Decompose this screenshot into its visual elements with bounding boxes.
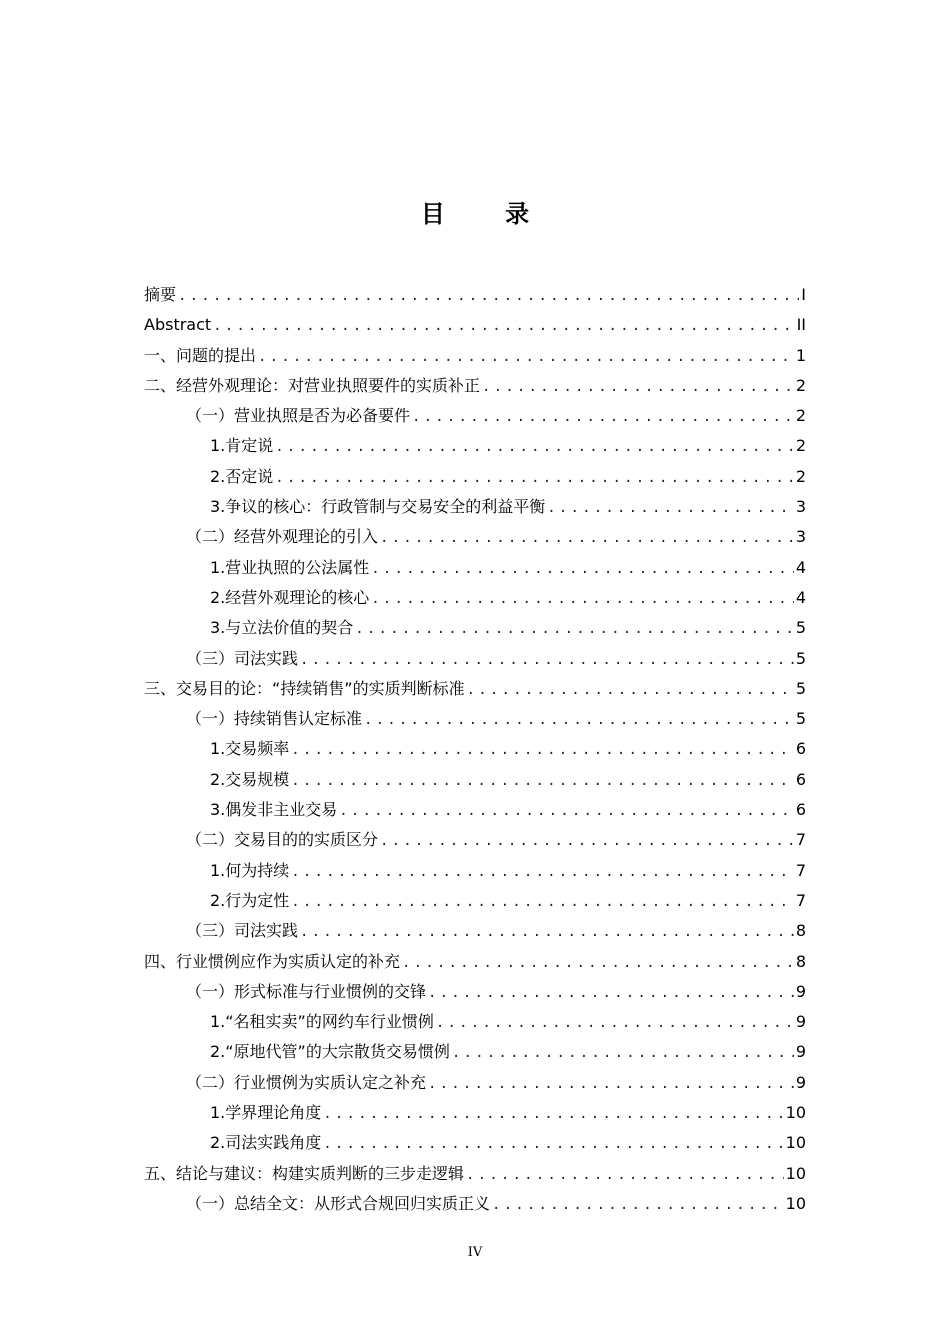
toc-entry-title: 2.否定说 xyxy=(210,466,274,486)
toc-entry-title: （一）总结全文：从形式合规回归实质正义 xyxy=(186,1193,491,1213)
toc-entry[interactable] xyxy=(144,463,806,493)
toc-entry-title: （三）司法实践 xyxy=(186,921,299,941)
toc-entry[interactable] xyxy=(144,372,806,402)
dot-leader xyxy=(402,949,794,977)
toc-entry-title: （三）司法实践 xyxy=(186,648,299,668)
toc-entry-page: 8 xyxy=(795,951,806,971)
toc-entry[interactable] xyxy=(144,523,806,553)
toc-entry-page: 9 xyxy=(795,1012,806,1032)
toc-entry-page: 1 xyxy=(795,345,806,365)
toc-entry-page: 6 xyxy=(795,800,806,820)
dot-leader xyxy=(258,343,794,371)
dot-leader xyxy=(291,736,794,764)
toc-entry-page: 5 xyxy=(795,709,806,729)
toc-entry-page: 5 xyxy=(795,678,806,698)
toc-entry-title: 1.学界理论角度 xyxy=(210,1103,322,1123)
toc-entry-page: 10 xyxy=(785,1163,806,1183)
toc-entry-page: 10 xyxy=(785,1133,806,1153)
toc-entry-page: 3 xyxy=(795,527,806,547)
toc-entry[interactable] xyxy=(144,493,806,523)
toc-entry-title: 二、经营外观理论：对营业执照要件的实质补正 xyxy=(144,375,481,395)
toc-entry-title: 一、问题的提出 xyxy=(144,345,257,365)
toc-entry-page: 9 xyxy=(795,1072,806,1092)
toc-entry[interactable] xyxy=(144,1038,806,1068)
toc-entry-title: Abstract xyxy=(144,315,212,335)
toc-entry-title: 1.何为持续 xyxy=(210,860,290,880)
toc-entry-title: （二）行业惯例为实质认定之补充 xyxy=(186,1072,427,1092)
dot-leader xyxy=(452,1039,794,1067)
toc-entry-title: 摘要 xyxy=(144,285,177,304)
toc-entry[interactable] xyxy=(144,614,806,644)
toc-entry-title: （二）交易目的的实质区分 xyxy=(186,830,379,850)
toc-entry-page: 2 xyxy=(795,466,806,486)
toc-entry[interactable] xyxy=(144,1129,806,1159)
toc-entry-page: 9 xyxy=(795,1042,806,1062)
dot-leader xyxy=(364,706,794,734)
toc-entry[interactable] xyxy=(144,735,806,765)
toc-entry-title: 三、交易目的论：“持续销售”的实质判断标准 xyxy=(144,678,465,698)
toc-entry-title: 1.“名租实卖”的网约车行业惯例 xyxy=(210,1012,434,1032)
dot-leader xyxy=(178,282,799,310)
toc-entry-page: 4 xyxy=(795,557,806,577)
toc-entry-page: 8 xyxy=(795,921,806,941)
dot-leader xyxy=(371,555,794,583)
dot-leader xyxy=(323,1100,783,1128)
dot-leader xyxy=(300,918,794,946)
toc-entry[interactable] xyxy=(144,887,806,917)
dot-leader xyxy=(371,585,794,613)
toc-entry[interactable] xyxy=(144,1069,806,1099)
toc-entry[interactable] xyxy=(144,645,806,675)
dot-leader xyxy=(339,797,794,825)
toc-entry[interactable] xyxy=(144,1160,806,1190)
dot-leader xyxy=(428,1070,794,1098)
dot-leader xyxy=(300,646,794,674)
toc-entry-title: 2.司法实践角度 xyxy=(210,1133,322,1153)
page-title: 目 录 xyxy=(420,200,556,228)
toc-entry-page: 7 xyxy=(795,830,806,850)
toc-entry[interactable] xyxy=(144,675,806,705)
toc-entry-page: II xyxy=(796,315,806,335)
toc-entry-title: 2.行为定性 xyxy=(210,890,290,910)
dot-leader xyxy=(291,858,794,886)
dot-leader xyxy=(380,524,794,552)
toc-entry[interactable] xyxy=(144,281,806,311)
toc-entry[interactable] xyxy=(144,766,806,796)
toc-entry-page: 10 xyxy=(785,1193,806,1213)
dot-leader xyxy=(291,767,794,795)
toc-entry[interactable] xyxy=(144,584,806,614)
toc-entry-title: （一）持续销售认定标准 xyxy=(186,709,363,729)
dot-leader xyxy=(467,676,794,704)
toc-entry-title: 3.争议的核心：行政管制与交易安全的利益平衡 xyxy=(210,497,546,517)
dot-leader xyxy=(482,373,794,401)
toc-entry-title: 1.营业执照的公法属性 xyxy=(210,557,370,577)
toc-entry-title: 四、行业惯例应作为实质认定的补充 xyxy=(144,951,401,971)
dot-leader xyxy=(275,433,794,461)
toc-entry[interactable] xyxy=(144,432,806,462)
toc-entry-title: 五、结论与建议：构建实质判断的三步走逻辑 xyxy=(144,1163,465,1183)
toc-entry-title: 1.肯定说 xyxy=(210,436,274,456)
toc-entry-page: I xyxy=(801,285,806,304)
dot-leader xyxy=(428,979,794,1007)
dot-leader xyxy=(355,615,794,643)
toc-entry[interactable] xyxy=(144,402,806,432)
toc-entry[interactable] xyxy=(144,311,806,341)
toc-entry-page: 10 xyxy=(785,1103,806,1123)
toc-entry-page: 7 xyxy=(795,890,806,910)
dot-leader xyxy=(380,827,794,855)
toc-entry[interactable] xyxy=(144,554,806,584)
toc-entry[interactable] xyxy=(144,978,806,1008)
toc-entry[interactable] xyxy=(144,796,806,826)
dot-leader xyxy=(436,1009,794,1037)
toc-entry[interactable] xyxy=(144,857,806,887)
toc-entry[interactable] xyxy=(144,705,806,735)
toc-entry[interactable] xyxy=(144,826,806,856)
toc-entry-page: 3 xyxy=(795,497,806,517)
toc-entry-page: 2 xyxy=(795,406,806,426)
toc-entry-title: 3.偶发非主业交易 xyxy=(210,800,338,820)
dot-leader xyxy=(213,312,794,340)
toc-entry-page: 9 xyxy=(795,981,806,1001)
toc-entry[interactable] xyxy=(144,1008,806,1038)
toc-entry-page: 7 xyxy=(795,860,806,880)
toc-entry-page: 6 xyxy=(795,769,806,789)
toc-entry-page: 5 xyxy=(795,648,806,668)
dot-leader xyxy=(412,403,794,431)
toc-entry-page: 4 xyxy=(795,587,806,607)
toc-entry-title: 2.经营外观理论的核心 xyxy=(210,587,370,607)
dot-leader xyxy=(492,1191,784,1219)
toc-entry[interactable] xyxy=(144,917,806,947)
page-number: IV xyxy=(467,1245,483,1260)
toc-entry[interactable] xyxy=(144,1099,806,1129)
toc-entry-page: 6 xyxy=(795,739,806,759)
toc-entry-page: 2 xyxy=(795,375,806,395)
dot-leader xyxy=(275,464,794,492)
toc-entry-page: 2 xyxy=(795,436,806,456)
toc-entry-title: （一）形式标准与行业惯例的交锋 xyxy=(186,981,427,1001)
toc-entry-page: 5 xyxy=(795,618,806,638)
toc-entry[interactable] xyxy=(144,1190,806,1220)
dot-leader xyxy=(291,888,794,916)
toc-entry-title: 2.“原地代管”的大宗散货交易惯例 xyxy=(210,1042,450,1062)
dot-leader xyxy=(323,1130,783,1158)
dot-leader xyxy=(466,1161,784,1189)
dot-leader xyxy=(547,494,794,522)
toc-entry[interactable] xyxy=(144,948,806,978)
toc-entry[interactable] xyxy=(144,342,806,372)
toc-entry-title: 2.交易规模 xyxy=(210,769,290,789)
toc-entry-title: 1.交易频率 xyxy=(210,739,290,759)
table-of-contents xyxy=(144,281,806,1220)
toc-entry-title: 3.与立法价值的契合 xyxy=(210,618,354,638)
toc-entry-title: （二）经营外观理论的引入 xyxy=(186,527,379,547)
toc-entry-title: （一）营业执照是否为必备要件 xyxy=(186,406,411,426)
